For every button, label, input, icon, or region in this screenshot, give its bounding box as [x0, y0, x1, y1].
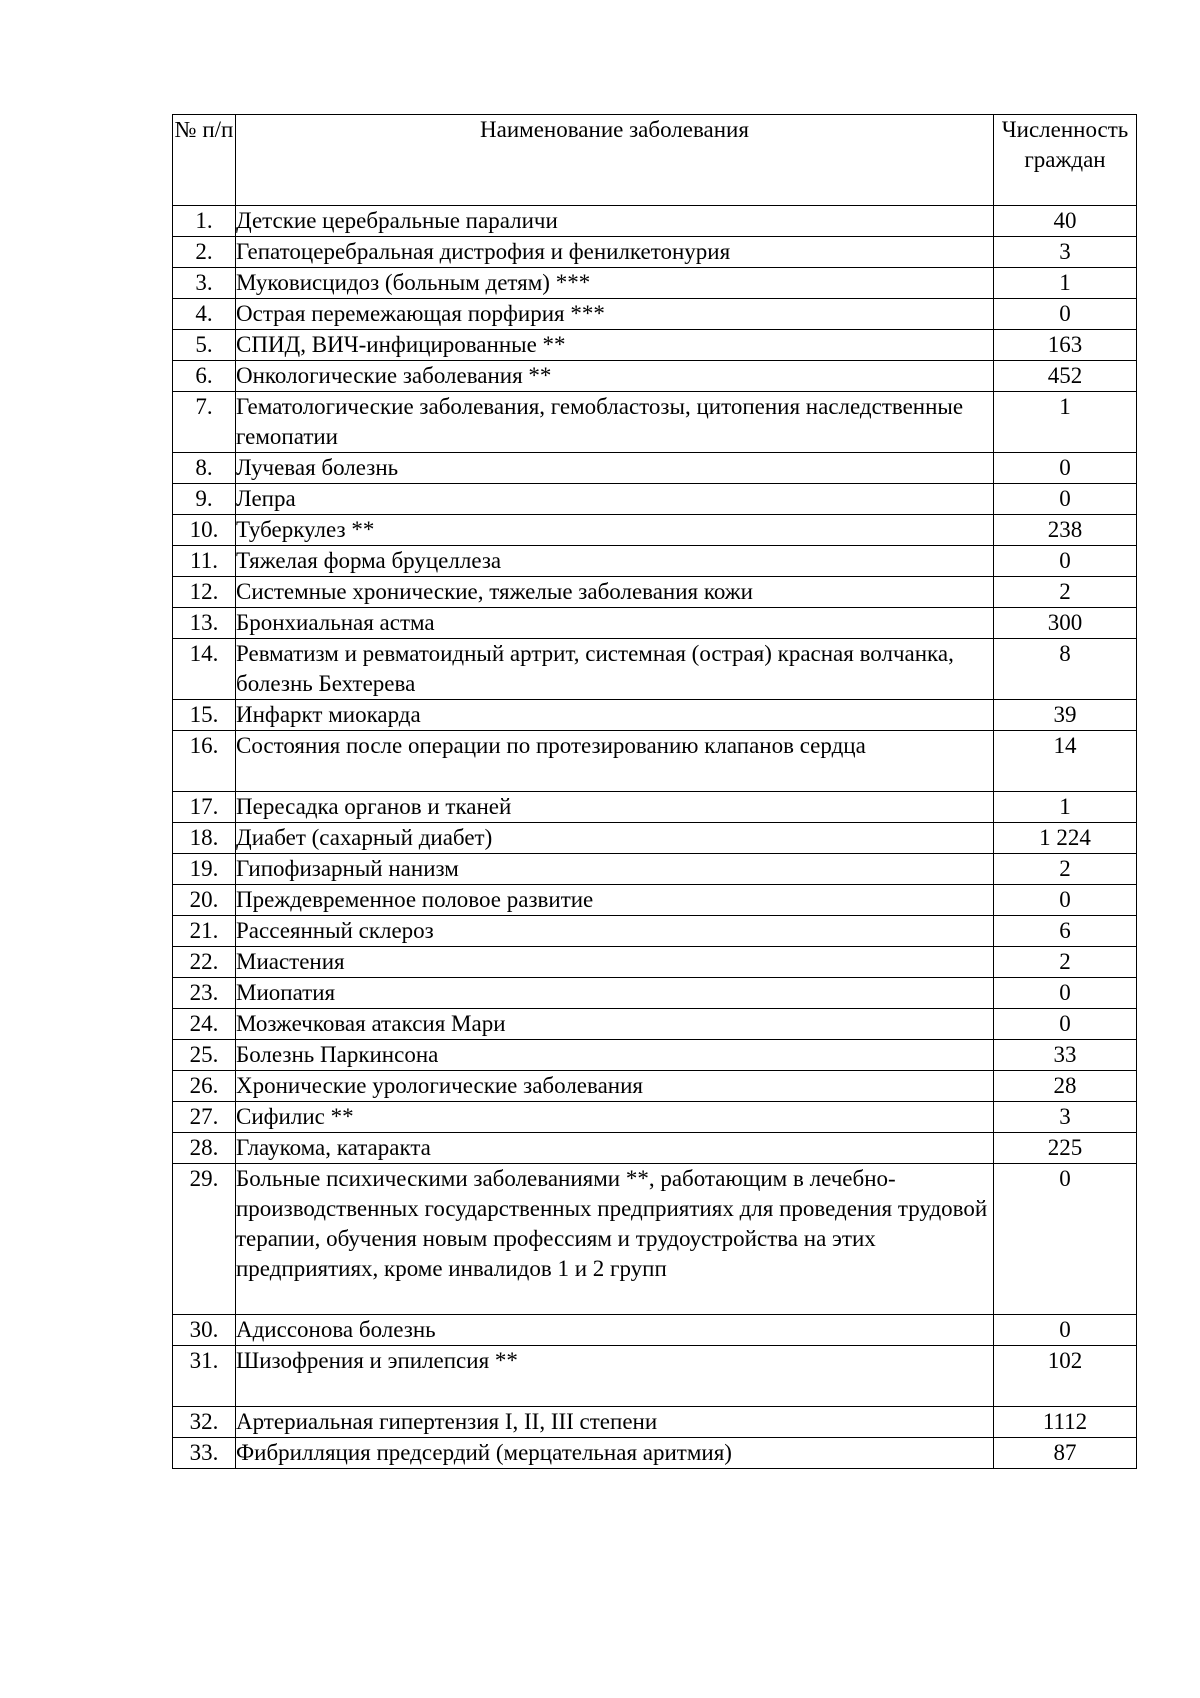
row-number: 18.	[173, 823, 236, 854]
disease-name: Лучевая болезнь	[236, 453, 994, 484]
row-number: 20.	[173, 885, 236, 916]
disease-name: Бронхиальная астма	[236, 608, 994, 639]
disease-name: Хронические урологические заболевания	[236, 1071, 994, 1102]
disease-name: Детские церебральные параличи	[236, 206, 994, 237]
disease-name: Острая перемежающая порфирия ***	[236, 299, 994, 330]
row-number: 13.	[173, 608, 236, 639]
patient-count: 0	[994, 978, 1137, 1009]
row-number: 6.	[173, 361, 236, 392]
row-number: 3.	[173, 268, 236, 299]
patient-count: 163	[994, 330, 1137, 361]
row-number: 16.	[173, 731, 236, 792]
table-row	[173, 1040, 1137, 1071]
table-row	[173, 1164, 1137, 1315]
patient-count: 6	[994, 916, 1137, 947]
table-row	[173, 885, 1137, 916]
table-row	[173, 515, 1137, 546]
row-number: 11.	[173, 546, 236, 577]
row-number: 17.	[173, 792, 236, 823]
row-number: 10.	[173, 515, 236, 546]
patient-count: 14	[994, 731, 1137, 792]
row-number: 29.	[173, 1164, 236, 1315]
disease-name: Болезнь Паркинсона	[236, 1040, 994, 1071]
table-row	[173, 1315, 1137, 1346]
patient-count: 0	[994, 484, 1137, 515]
row-number: 15.	[173, 700, 236, 731]
patient-count: 0	[994, 546, 1137, 577]
header-name: Наименование заболевания	[236, 115, 994, 206]
row-number: 14.	[173, 639, 236, 700]
table-row	[173, 392, 1137, 453]
table-row	[173, 1346, 1137, 1407]
table-header-row	[173, 115, 1137, 206]
patient-count: 3	[994, 1102, 1137, 1133]
disease-name: Гепатоцеребральная дистрофия и фенилкетонурия	[236, 237, 994, 268]
patient-count: 87	[994, 1438, 1137, 1469]
header-count: Численность граждан	[994, 115, 1137, 206]
table-row	[173, 608, 1137, 639]
patient-count: 238	[994, 515, 1137, 546]
row-number: 27.	[173, 1102, 236, 1133]
table-row	[173, 854, 1137, 885]
row-number: 4.	[173, 299, 236, 330]
disease-name: Больные психическими заболеваниями **, работающим в лечебно-производственных государственных предприятиях для проведения трудовой терапии, обучения новым профессиям и трудоустройства на этих предприятиях, кроме инвалидов 1 и 2 групп	[236, 1164, 994, 1315]
row-number: 25.	[173, 1040, 236, 1071]
patient-count: 40	[994, 206, 1137, 237]
row-number: 21.	[173, 916, 236, 947]
row-number: 32.	[173, 1407, 236, 1438]
header-num: № п/п	[173, 115, 236, 206]
patient-count: 225	[994, 1133, 1137, 1164]
disease-name: Лепра	[236, 484, 994, 515]
disease-name: Сифилис **	[236, 1102, 994, 1133]
table-row	[173, 947, 1137, 978]
patient-count: 1 224	[994, 823, 1137, 854]
row-number: 9.	[173, 484, 236, 515]
table-row	[173, 484, 1137, 515]
table-row	[173, 1102, 1137, 1133]
disease-name: Миастения	[236, 947, 994, 978]
row-number: 33.	[173, 1438, 236, 1469]
patient-count: 33	[994, 1040, 1137, 1071]
table-row	[173, 206, 1137, 237]
patient-count: 3	[994, 237, 1137, 268]
patient-count: 0	[994, 299, 1137, 330]
row-number: 19.	[173, 854, 236, 885]
disease-name: Муковисцидоз (больным детям) ***	[236, 268, 994, 299]
table-row	[173, 330, 1137, 361]
table-row	[173, 731, 1137, 792]
table-row	[173, 1133, 1137, 1164]
disease-name: Гипофизарный нанизм	[236, 854, 994, 885]
patient-count: 1	[994, 392, 1137, 453]
table-row	[173, 546, 1137, 577]
patient-count: 39	[994, 700, 1137, 731]
disease-name: Ревматизм и ревматоидный артрит, системная (острая) красная волчанка, болезнь Бехтерева	[236, 639, 994, 700]
disease-name: Системные хронические, тяжелые заболевания кожи	[236, 577, 994, 608]
table-row	[173, 792, 1137, 823]
table-row	[173, 1071, 1137, 1102]
row-number: 12.	[173, 577, 236, 608]
patient-count: 1112	[994, 1407, 1137, 1438]
disease-name: Преждевременное половое развитие	[236, 885, 994, 916]
disease-name: Фибрилляция предсердий (мерцательная аритмия)	[236, 1438, 994, 1469]
patient-count: 300	[994, 608, 1137, 639]
patient-count: 0	[994, 1009, 1137, 1040]
patient-count: 28	[994, 1071, 1137, 1102]
disease-name: Артериальная гипертензия I, II, III степени	[236, 1407, 994, 1438]
patient-count: 1	[994, 792, 1137, 823]
row-number: 2.	[173, 237, 236, 268]
patient-count: 102	[994, 1346, 1137, 1407]
row-number: 7.	[173, 392, 236, 453]
disease-name: Глаукома, катаракта	[236, 1133, 994, 1164]
patient-count: 0	[994, 1315, 1137, 1346]
disease-name: Шизофрения и эпилепсия **	[236, 1346, 994, 1407]
disease-name: Состояния после операции по протезированию клапанов сердца	[236, 731, 994, 792]
disease-name: СПИД, ВИЧ-инфицированные **	[236, 330, 994, 361]
row-number: 22.	[173, 947, 236, 978]
row-number: 31.	[173, 1346, 236, 1407]
row-number: 23.	[173, 978, 236, 1009]
table-row	[173, 268, 1137, 299]
patient-count: 2	[994, 947, 1137, 978]
disease-name: Онкологические заболевания **	[236, 361, 994, 392]
disease-name: Туберкулез **	[236, 515, 994, 546]
patient-count: 2	[994, 577, 1137, 608]
row-number: 26.	[173, 1071, 236, 1102]
disease-name: Миопатия	[236, 978, 994, 1009]
row-number: 24.	[173, 1009, 236, 1040]
table-body	[173, 206, 1137, 1469]
row-number: 1.	[173, 206, 236, 237]
patient-count: 1	[994, 268, 1137, 299]
disease-name: Адиссонова болезнь	[236, 1315, 994, 1346]
table-row	[173, 299, 1137, 330]
table-row	[173, 1438, 1137, 1469]
table-row	[173, 639, 1137, 700]
row-number: 8.	[173, 453, 236, 484]
table-row	[173, 361, 1137, 392]
disease-name: Пересадка органов и тканей	[236, 792, 994, 823]
disease-name: Рассеянный склероз	[236, 916, 994, 947]
table-row	[173, 700, 1137, 731]
patient-count: 452	[994, 361, 1137, 392]
patient-count: 0	[994, 885, 1137, 916]
disease-name: Инфаркт миокарда	[236, 700, 994, 731]
table-row	[173, 1407, 1137, 1438]
disease-name: Тяжелая форма бруцеллеза	[236, 546, 994, 577]
table-row	[173, 577, 1137, 608]
disease-name: Диабет (сахарный диабет)	[236, 823, 994, 854]
table-row	[173, 978, 1137, 1009]
table-row	[173, 237, 1137, 268]
disease-table	[172, 114, 1137, 1469]
row-number: 28.	[173, 1133, 236, 1164]
patient-count: 0	[994, 453, 1137, 484]
patient-count: 0	[994, 1164, 1137, 1315]
row-number: 5.	[173, 330, 236, 361]
table-row	[173, 453, 1137, 484]
disease-name: Мозжечковая атаксия Мари	[236, 1009, 994, 1040]
table-row	[173, 823, 1137, 854]
table-row	[173, 1009, 1137, 1040]
disease-name: Гематологические заболевания, гемобластозы, цитопения наследственные гемопатии	[236, 392, 994, 453]
patient-count: 2	[994, 854, 1137, 885]
patient-count: 8	[994, 639, 1137, 700]
table-row	[173, 916, 1137, 947]
row-number: 30.	[173, 1315, 236, 1346]
